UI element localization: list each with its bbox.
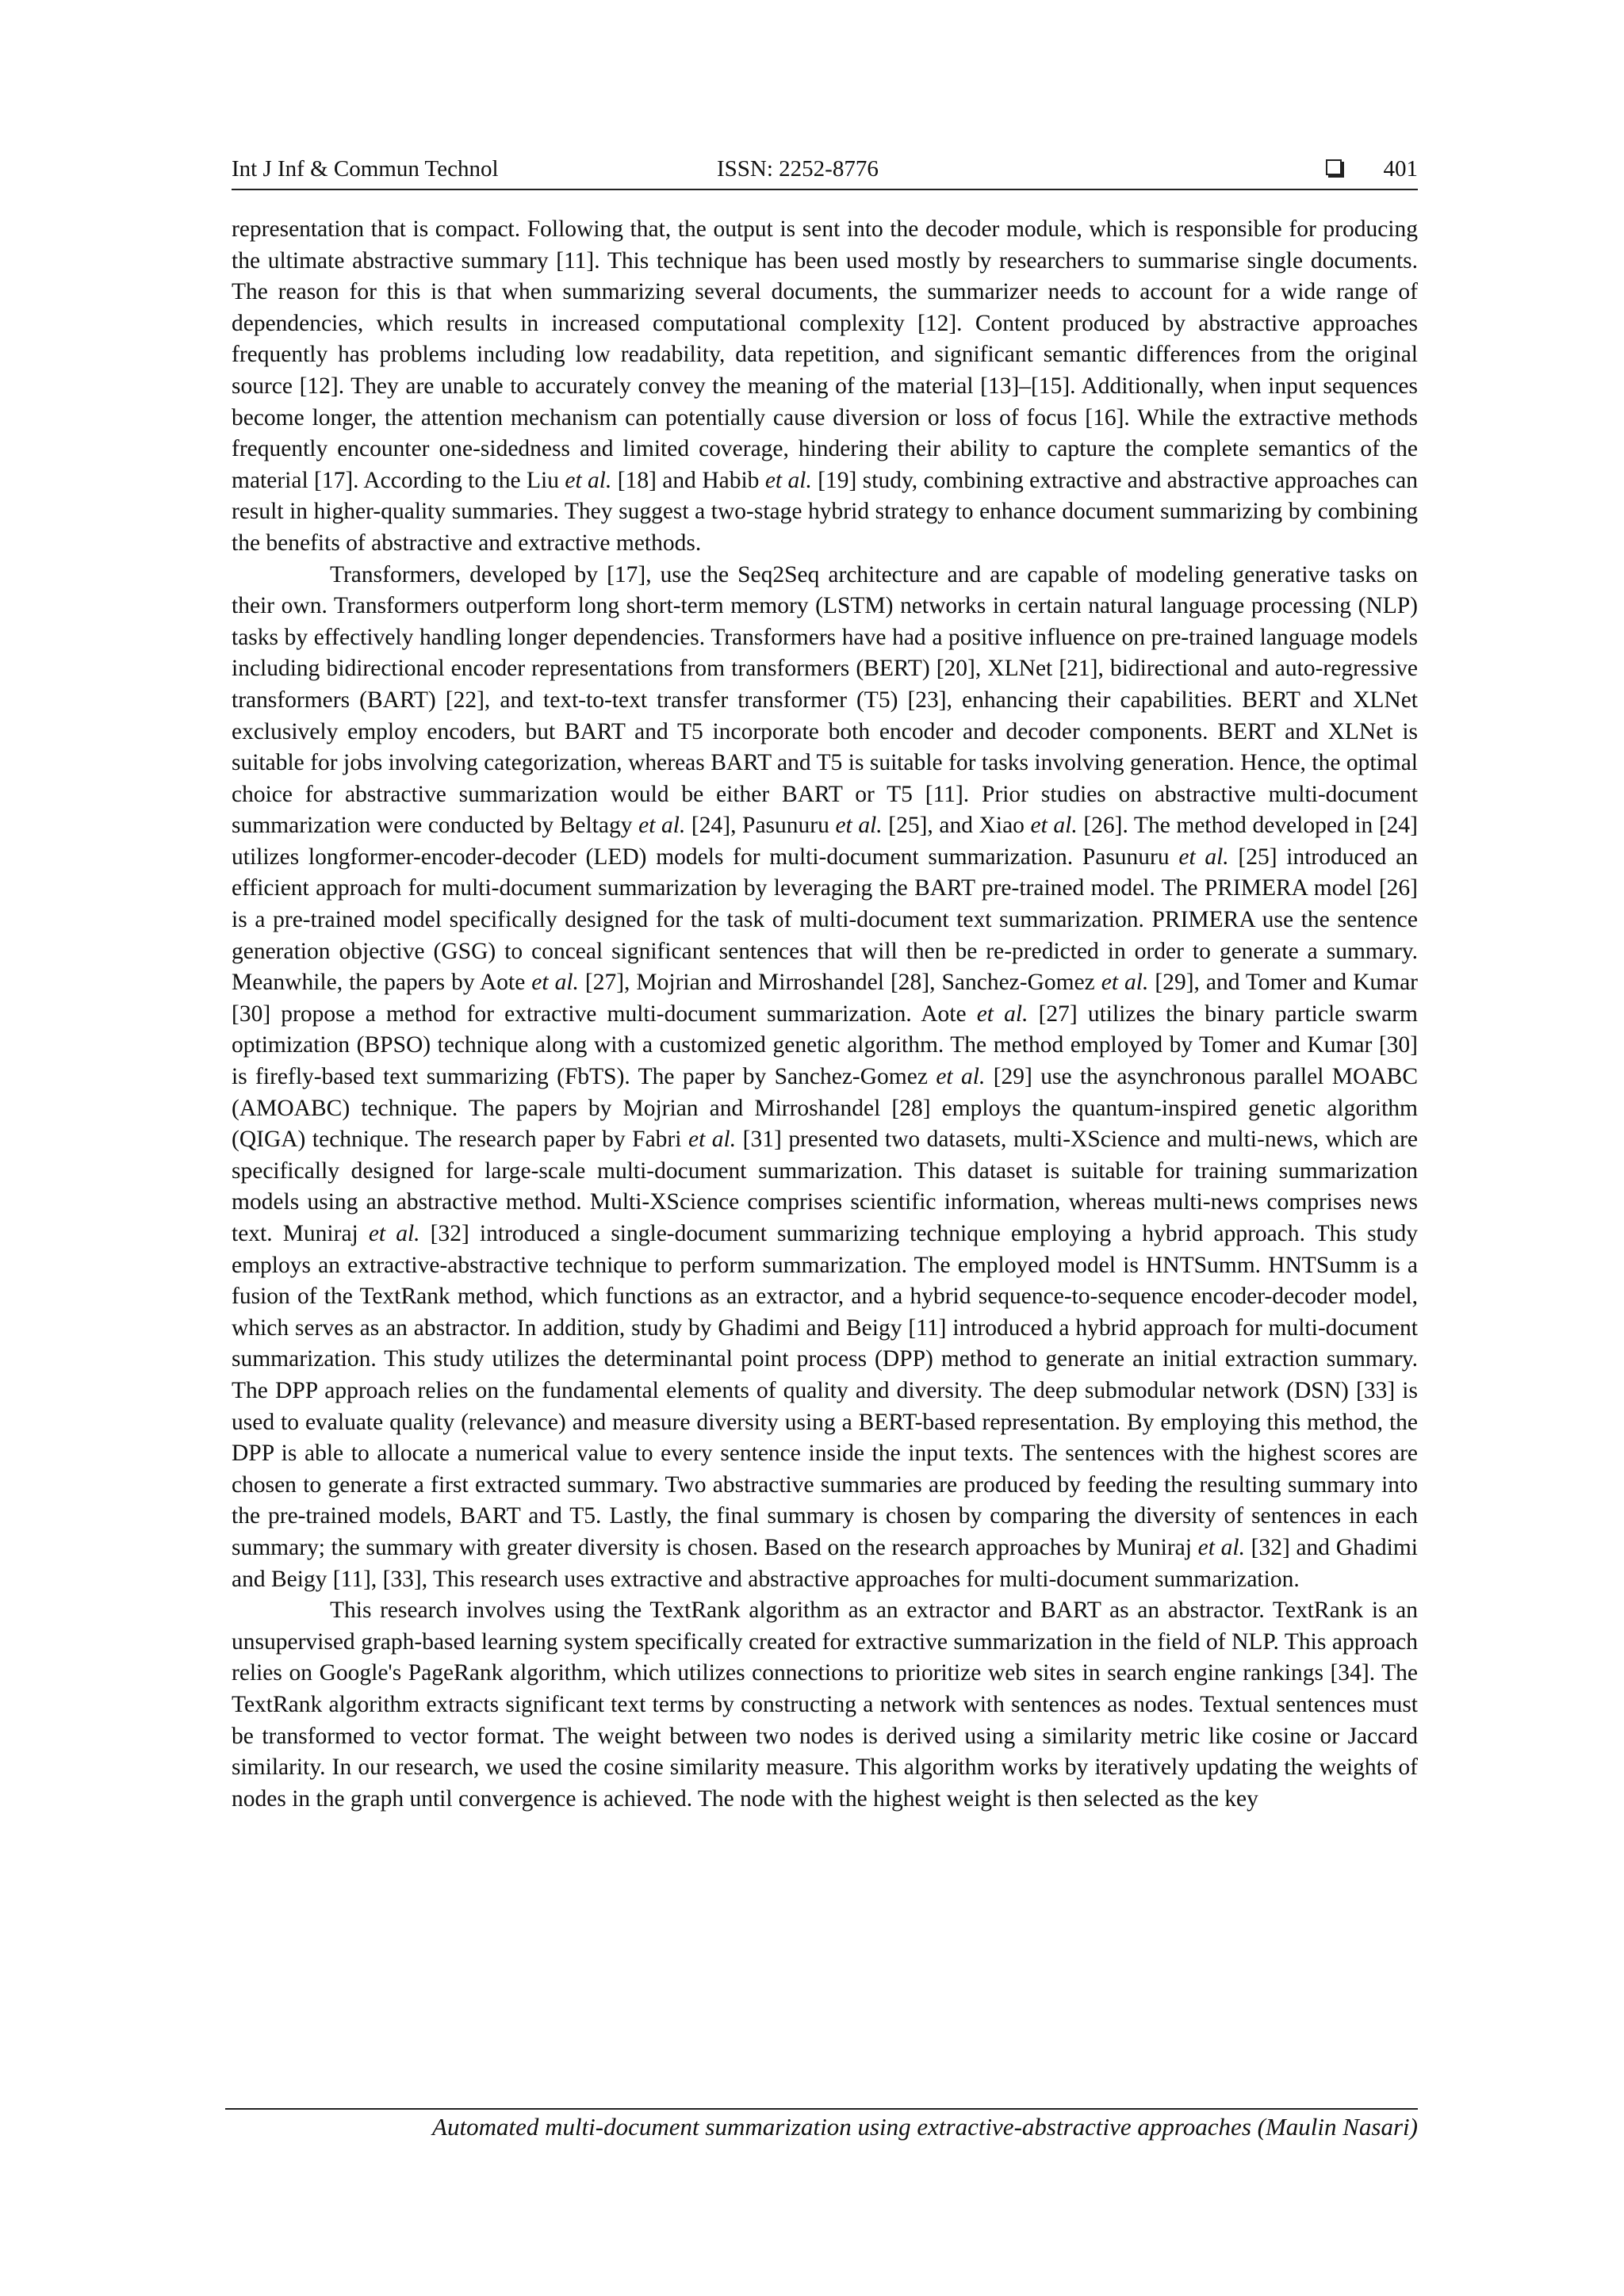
text-run: representation that is compact. Following that, the output is sent into the decoder module, which is responsible for producing the ultimate abstractive summary [11]. This technique has been used mostly by researchers to summarise single documents. The reason for this is that when summarizing several documents, the summarizer needs to account for a wide range of dependencies, which results in increased computational complexity [12]. Content produced by abstractive approaches frequently has problems including low readability, data repetition, and significant semantic differences from the original source [12]. They are unable to accurately convey the meaning of the material [13]–[15]. Additionally, when input sequences become longer, the attention mechanism can potentially cause diversion or loss of focus [16]. While the extractive methods frequently encounter one-sidedness and limited coverage, hindering their ability to capture the complete semantics of the material [17]. According to the Liu — [232, 216, 1418, 493]
journal-name: Int J Inf & Commun Technol — [232, 156, 499, 182]
italic-text: et al. — [976, 1001, 1028, 1027]
text-run: [26]. The method developed in [24] utilizes longformer-encoder-decoder (LED) models for multi-document summarization. Pasunuru — [232, 813, 1418, 870]
italic-text: et al. — [1030, 813, 1078, 839]
running-title: Automated multi-document summarization using extractive-abstractive approaches (Maulin Nasari) — [432, 2113, 1418, 2141]
text-run: [29] use the asynchronous parallel MOABC (AMOABC) technique. The papers by Mojrian and Mirroshandel [28] employs the quantum-inspired genetic algorithm (QIGA) technique. The research paper by Fabri — [232, 1064, 1418, 1153]
italic-text: et al. — [936, 1064, 986, 1090]
italic-text: et al. — [835, 813, 883, 839]
text-run: [29], and Tomer and Kumar [30] propose a method for extractive multi-document summarization. Aote — [232, 970, 1419, 1027]
text-run: [32] introduced a single-document summarizing technique employing a hybrid approach. This study employs an extractive-abstractive technique to perform summarization. The employed model is HNTSumm. HNTSumm is a fusion of the TextRank method, which functions as an extractor, and a hybrid sequence-to-sequence encoder-decoder model, which serves as an abstractor. In addition, study by Ghadimi and Beigy [11] introduced a hybrid approach for multi-document summarization. This study utilizes the determinantal point process (DPP) method to generate an initial extraction summary. The DPP approach relies on the fundamental elements of quality and diversity. The deep submodular network (DSN) [33] is used to evaluate quality (relevance) and measure diversity using a BERT-based representation. By employing this method, the DPP is able to allocate a numerical value to every sentence inside the input texts. The sentences with the highest scores are chosen to generate a first extracted summary. Two abstractive summaries are produced by feeding the resulting summary into the pre-trained models, BART and T5. Lastly, the final summary is chosen by comparing the diversity of sentences in each summary; the summary with greater diversity is chosen. Based on the research approaches by Muniraj — [232, 1221, 1418, 1560]
italic-text: et al. — [764, 467, 812, 493]
italic-text: et al. — [688, 1127, 737, 1153]
italic-text: et al. — [1101, 970, 1149, 996]
text-run: [32] and Ghadimi and Beigy [11], [33], This research uses extractive and abstractive approaches for multi-document summarization. — [232, 1534, 1418, 1592]
square-icon — [1326, 159, 1342, 175]
italic-text: et al. — [1197, 1534, 1245, 1560]
italic-text: et al. — [565, 467, 612, 493]
text-run: [24], Pasunuru — [685, 813, 836, 839]
footer-rule — [225, 2108, 1418, 2110]
text-run: [31] presented two datasets, multi-XScience and multi-news, which are specifically designed for large-scale multi-document summarization. This dataset is suitable for training summarization models using an abstractive method. Multi-XScience comprises scientific information, whereas multi-news comprises news text. Muniraj — [232, 1127, 1418, 1246]
text-run: [18] and Habib — [611, 467, 765, 493]
italic-text: et al. — [638, 813, 686, 839]
text-run: [25], and Xiao — [882, 813, 1031, 839]
page-number: 401 — [1383, 156, 1418, 182]
italic-text: et al. — [368, 1221, 420, 1246]
text-run: [19] study, combining extractive and abstractive approaches can result in higher-quality summaries. They suggest a two-stage hybrid strategy to enhance document summarizing by combining the benefits of abstractive and extractive methods. — [232, 467, 1418, 556]
page-header — [232, 155, 1418, 190]
italic-text: et al. — [531, 970, 579, 996]
issn: ISSN: 2252-8776 — [717, 156, 879, 182]
italic-text: et al. — [1178, 844, 1229, 870]
text-run: Transformers, developed by [17], use the Seq2Seq architecture and are capable of modeling generative tasks on their own. Transformers outperform long short-term memory (LSTM) networks in certain natural language processing (NLP) tasks by effectively handling longer dependencies. Transformers have had a positive influence on pre-trained language models including bidirectional encoder representations from transformers (BERT) [20], XLNet [21], bidirectional and auto-regressive transformers (BART) [22], and text-to-text transfer transformer (T5) [23], enhancing their capabilities. BERT and XLNet exclusively employ encoders, but BART and T5 incorporate both encoder and decoder components. BERT and XLNet is suitable for jobs involving categorization, whereas BART and T5 is suitable for tasks involving generation. Hence, the optimal choice for abstractive summarization would be either BART or T5 [11]. Prior studies on abstractive multi-document summarization were conducted by Beltagy — [232, 561, 1418, 839]
body-text — [232, 214, 1418, 1815]
text-run: [27] utilizes the binary particle swarm optimization (BPSO) technique along with a customized genetic algorithm. The method employed by Tomer and Kumar [30] is firefly-based text summarizing (FbTS). The paper by Sanchez-Gomez — [232, 1001, 1418, 1090]
paragraph — [232, 560, 1418, 1596]
text-run: [25] introduced an efficient approach for multi-document summarization by leveraging the BART pre-trained model. The PRIMERA model [26] is a pre-trained model specifically designed for the task of multi-document text summarization. PRIMERA use the sentence generation objective (GSG) to conceal significant sentences that will then be re-predicted in order to generate a summary. Meanwhile, the papers by Aote — [232, 844, 1418, 996]
paragraph — [232, 1595, 1418, 1815]
paragraph — [232, 214, 1418, 560]
text-run: [27], Mojrian and Mirroshandel [28], Sanchez-Gomez — [578, 970, 1101, 996]
text-run: This research involves using the TextRank algorithm as an extractor and BART as an abstractor. TextRank is an unsupervised graph-based learning system specifically created for extractive summarization in the field of NLP. This approach relies on Google's PageRank algorithm, which utilizes connections to prioritize web sites in search engine rankings [34]. The TextRank algorithm extracts significant text terms by constructing a network with sentences as nodes. Textual sentences must be transformed to vector format. The weight between two nodes is derived using a similarity metric like cosine or Jaccard similarity. In our research, we used the cosine similarity measure. This algorithm works by iteratively updating the weights of nodes in the graph until convergence is achieved. The node with the highest weight is then selected as the key — [232, 1598, 1418, 1812]
